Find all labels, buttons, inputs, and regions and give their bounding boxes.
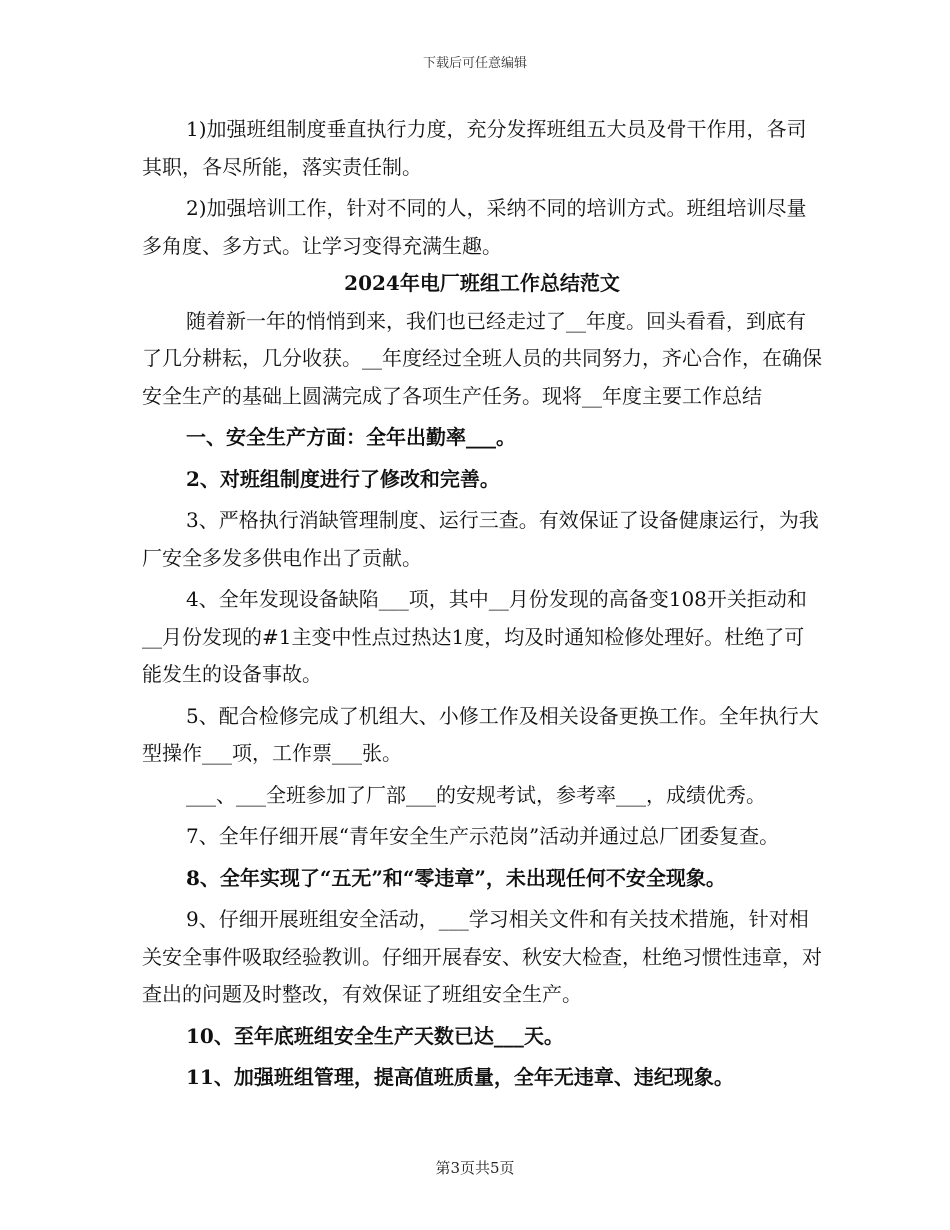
- page-footer: 第3页共5页: [435, 1159, 515, 1177]
- item-10: 10、至年底班组安全生产天数已达___天。: [186, 1023, 564, 1048]
- item-3: 3、严格执行消缺管理制度、运行三查。有效保证了设备健康运行，为我厂安全多发多供电作出了贡献。: [142, 508, 819, 570]
- page-header: 下载后可任意编辑: [422, 56, 527, 71]
- paragraph-intro: 随着新一年的悄悄到来，我们也已经走过了__年度。回头看看，到底有了几分耕耘，几分收获。__年度经过全班人员的共同努力，齐心合作，在确保安全生产的基础上圆满完成了各项生产任务。现将__年度主要工作总结: [142, 308, 822, 408]
- document-body: [142, 111, 822, 1097]
- item-1: 一、安全生产方面：全年出勤率___。: [186, 425, 516, 449]
- item-4: 4、全年发现设备缺陷___项，其中__月份发现的高备变108开关拒动和__月份发现的#1主变中性点过热达1度，均及时通知检修处理好。杜绝了可能发生的设备事故。: [142, 587, 807, 686]
- item-9: 9、仔细开展班组安全活动，___学习相关文件和有关技术措施，针对相关安全事件吸取经验教训。仔细开展春安、秋安大检查，杜绝习惯性违章，对查出的问题及时整改，有效保证了班组安全生产。: [142, 907, 822, 1006]
- item-11: 11、加强班组管理，提高值班质量，全年无违章、违纪现象。: [186, 1065, 734, 1089]
- paragraph-pre-1: 1)加强班组制度垂直执行力度，充分发挥班组五大员及骨干作用，各司其职，各尽所能，落实责任制。: [142, 117, 807, 179]
- document-title: 2024年电厂班组工作总结范文: [344, 271, 620, 295]
- paragraph-pre-2: 2)加强培训工作，针对不同的人，采纳不同的培训方式。班组培训尽量多角度、多方式。让学习变得充满生趣。: [142, 196, 807, 258]
- item-5: 5、配合检修完成了机组大、小修工作及相关设备更换工作。全年执行大型操作___项，工作票___张。: [142, 703, 819, 765]
- item-8: 8、全年实现了“五无”和“零违章”，未出现任何不安全现象。: [186, 865, 726, 890]
- item-2: 2、对班组制度进行了修改和完善。: [186, 466, 500, 491]
- item-7: 7、全年仔细开展“青年安全生产示范岗”活动并通过总厂团委复查。: [186, 824, 780, 848]
- item-6: ___、___全班参加了厂部___的安规考试，参考率___，成绩优秀。: [186, 782, 766, 807]
